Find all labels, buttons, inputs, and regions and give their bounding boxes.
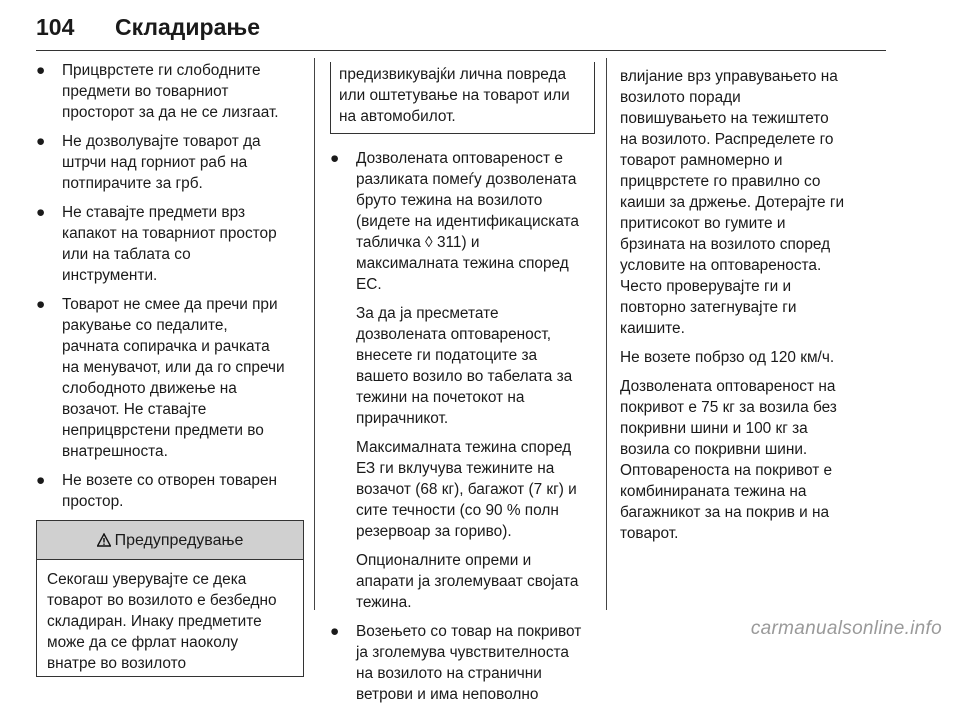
bullet-text [62,131,304,194]
bullet-glyph: ● [330,623,340,640]
text-line: повторно затегнувајте ги [620,299,797,316]
text-line: влијание врз управувањето на [620,68,838,85]
text-line: Товарот не смее да пречи при [62,296,278,313]
column-divider-1 [314,58,315,610]
bullet-text [62,202,304,286]
column-1 [36,60,304,677]
warning-text [37,560,303,676]
text-line: или на таблата со [62,246,191,263]
text-line: Не возете со отворен товарен [62,472,278,489]
text-line: вашето возило во табелата за [356,368,573,385]
text-line: складиран. Инаку предметите [47,613,262,630]
list-item [330,621,595,705]
text-line: возачот (68 кг), багажот (7 кг) и [356,481,577,498]
text-line: рачната сопирачка и рачката [62,338,270,355]
list-item [36,294,304,462]
bullet-glyph: ● [36,133,46,150]
text-line: Оптовареноста на покривот е [620,462,833,479]
text-line: може да се фрлат наоколу [47,634,239,651]
text-line: комбинираната тежина на [620,483,807,500]
bullet-text [356,148,595,295]
text-line: апарати ја зголемуваат својата [356,573,579,590]
text-line: просторот за да не се лизгаат. [62,104,279,121]
text-line: каишите. [620,320,685,337]
paragraph [330,550,595,613]
text-line: простор. [62,493,124,510]
text-line: Не дозволувајте товарот да [62,133,261,150]
text-line: неприцврстени предмети во [62,422,264,439]
text-line: резервоар за гориво). [356,523,512,540]
text-line: бруто тежина на возилото [356,192,543,209]
text-line: ракување со педалите, [62,317,228,334]
text-line: ја зголемува чувствителноста [356,644,569,661]
text-line: на возилото на странични [356,665,542,682]
text-line: сите течности (со 90 % полн [356,502,559,519]
column-2 [330,62,595,713]
text-line: возачот. Не ставајте [62,401,207,418]
text-line: на автомобилот. [339,108,456,125]
text-line: Опционалните опреми и [356,552,532,569]
list-item [36,131,304,194]
text-line: Не ставајте предмети врз [62,204,246,221]
text-line: штрчи над горниот раб на [62,154,248,171]
text-line: багажникот за на покрив и на [620,504,830,521]
paragraph [620,347,888,368]
text-line: прицврстете го правилно со [620,173,821,190]
text-line: инструменти. [62,267,158,284]
text-line: предмети во товарниот [62,83,229,100]
text-line: тежини на почетокот на [356,389,525,406]
warning-title: Предупредување [114,531,244,549]
list-item [36,470,304,512]
text-line: потпирачите за грб. [62,175,203,192]
paragraph [620,66,888,339]
text-line: табличка ◊ 311) и [356,234,480,251]
text-line: возила со покривни шини. [620,441,808,458]
text-line: тежина. [356,594,412,611]
bullet-glyph: ● [36,62,46,79]
bullet-text [62,60,304,123]
text-line: на возилото. Распределете го [620,131,834,148]
bullet-glyph: ● [36,472,46,489]
list-item [330,148,595,295]
warning-box [36,520,304,677]
text-line: ветрови и има неповолно [356,686,539,703]
text-line: внесете ги податоците за [356,347,538,364]
text-line: капакот на товарниот простор [62,225,277,242]
bullet-text [62,470,304,512]
text-line: разликата помеѓу дозволената [356,171,577,188]
text-line: Дозволената оптовареност е [356,150,563,167]
text-line: Не возете побрзо од 120 км/ч. [620,349,835,366]
text-line: возилото поради [620,89,741,106]
page-number: 104 [36,14,75,40]
paragraph [330,303,595,429]
text-line: Дозволената оптовареност на [620,378,836,395]
chapter-title: Складирање [115,14,261,40]
text-line: дозволената оптовареност, [356,326,552,343]
text-line: внатрешноста. [62,443,168,460]
column-3 [620,66,888,552]
text-line: ЕС. [356,276,382,293]
paragraph [330,437,595,542]
text-line: слободното движење на [62,380,237,397]
list-item [36,202,304,286]
bullet-list [36,60,304,512]
bullet-text [356,621,595,705]
text-line: товарот рамномерно и [620,152,783,169]
bullet-glyph: ● [36,204,46,221]
warning-box-continued [330,62,595,134]
text-line: Возењето со товар на покривот [356,623,582,640]
page-header [36,14,886,50]
text-line: каиши за држење. Дотерајте ги [620,194,845,211]
text-line: брзината на возилото според [620,236,831,253]
warning-triangle-icon [97,533,111,547]
text-line: максималната тежина според [356,255,569,272]
text-line: покривни шини и 100 кг за [620,420,808,437]
text-line: повишувањето на тежиштето [620,110,829,127]
bullet-text [62,294,304,462]
text-line: условите на оптовареноста. [620,257,822,274]
bullet-glyph: ● [330,150,340,167]
text-line: товарот. [620,525,679,542]
text-line: на менувачот, или да го спречи [62,359,285,376]
paragraph [620,376,888,544]
column-divider-2 [606,58,607,610]
text-line: Често проверувајте ги и [620,278,792,295]
text-line: покривот е 75 кг за возила без [620,399,837,416]
text-line: Максималната тежина според [356,439,572,456]
header-rule [36,50,886,51]
warning-header [37,520,303,560]
text-line: прирачникот. [356,410,449,427]
text-line: товарот во возилото е безбедно [47,592,277,609]
text-line: внатре во возилото [47,655,187,672]
text-line: или оштетување на товарот или [339,87,570,104]
text-line: предизвикувајќи лична повреда [339,66,567,83]
list-item [36,60,304,123]
text-line: Прицврстете ги слободните [62,62,261,79]
bullet-glyph: ● [36,296,46,313]
text-line: притисокот во гумите и [620,215,786,232]
watermark: carmanualsonline.info [750,618,942,639]
text-line: Секогаш уверувајте се дека [47,571,247,588]
text-line: ЕЗ ги вклучува тежините на [356,460,555,477]
text-line: За да ја пресметате [356,305,499,322]
text-line: (видете на идентификациската [356,213,579,230]
